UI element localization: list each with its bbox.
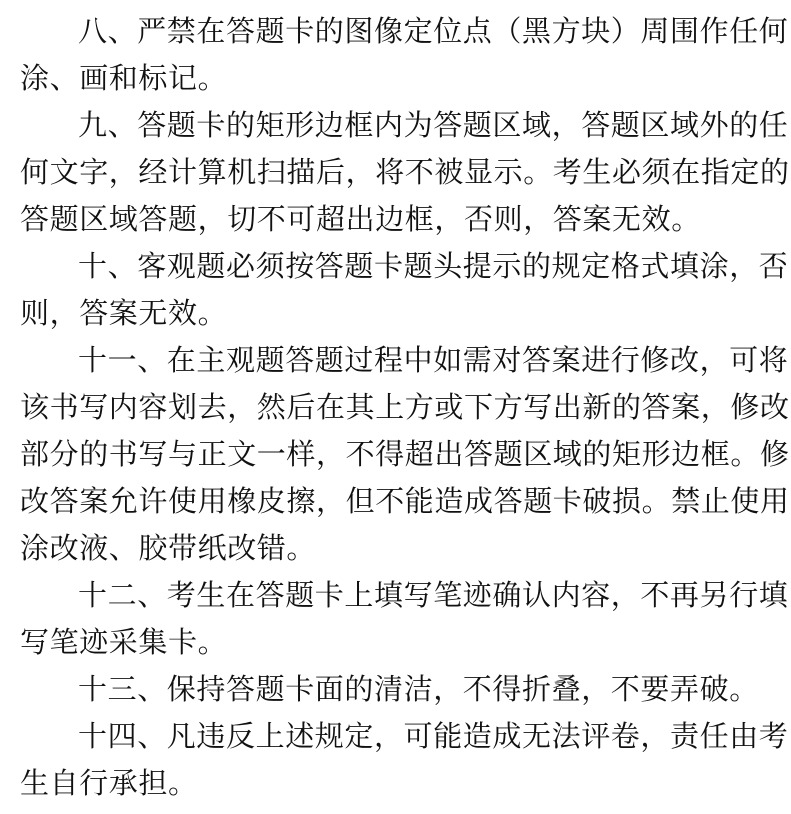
text-line: 十二、考生在答题卡上填写笔迹确认内容，不再另行填	[78, 578, 789, 612]
rule-paragraph-10	[20, 243, 791, 337]
text-line: 九、答题卡的矩形边框内为答题区域，答题区域外的任	[78, 108, 789, 142]
rule-paragraph-9	[20, 102, 791, 243]
text-line: 部分的书写与正文一样，不得超出答题区域的矩形边框。修	[20, 437, 790, 471]
text-line: 改答案允许使用橡皮擦，但不能造成答题卡破损。禁止使用	[20, 484, 790, 518]
text-line: 写笔迹采集卡。	[20, 625, 228, 659]
text-line: 生自行承担。	[20, 766, 198, 800]
text-line: 该书写内容划去，然后在其上方或下方写出新的答案，修改	[20, 390, 790, 424]
text-line: 答题区域答题，切不可超出边框，否则，答案无效。	[20, 202, 701, 236]
text-line: 十一、在主观题答题过程中如需对答案进行修改，可将	[78, 343, 789, 377]
text-line: 则，答案无效。	[20, 296, 228, 330]
rule-paragraph-12	[20, 572, 791, 666]
text-line: 八、严禁在答题卡的图像定位点（黑方块）周围作任何	[78, 14, 789, 48]
text-line: 十四、凡违反上述规定，可能造成无法评卷，责任由考	[78, 719, 789, 753]
rule-paragraph-13	[20, 666, 791, 713]
rule-paragraph-14	[20, 713, 791, 807]
text-line: 何文字，经计算机扫描后，将不被显示。考生必须在指定的	[20, 155, 790, 189]
rule-paragraph-11	[20, 337, 791, 572]
text-line: 涂改液、胶带纸改错。	[20, 531, 317, 565]
text-line: 十三、保持答题卡面的清洁，不得折叠，不要弄破。	[78, 672, 759, 706]
rule-paragraph-8	[20, 8, 791, 102]
text-line: 十、客观题必须按答题卡题头提示的规定格式填涂，否	[78, 249, 789, 283]
text-line: 涂、画和标记。	[20, 61, 228, 95]
